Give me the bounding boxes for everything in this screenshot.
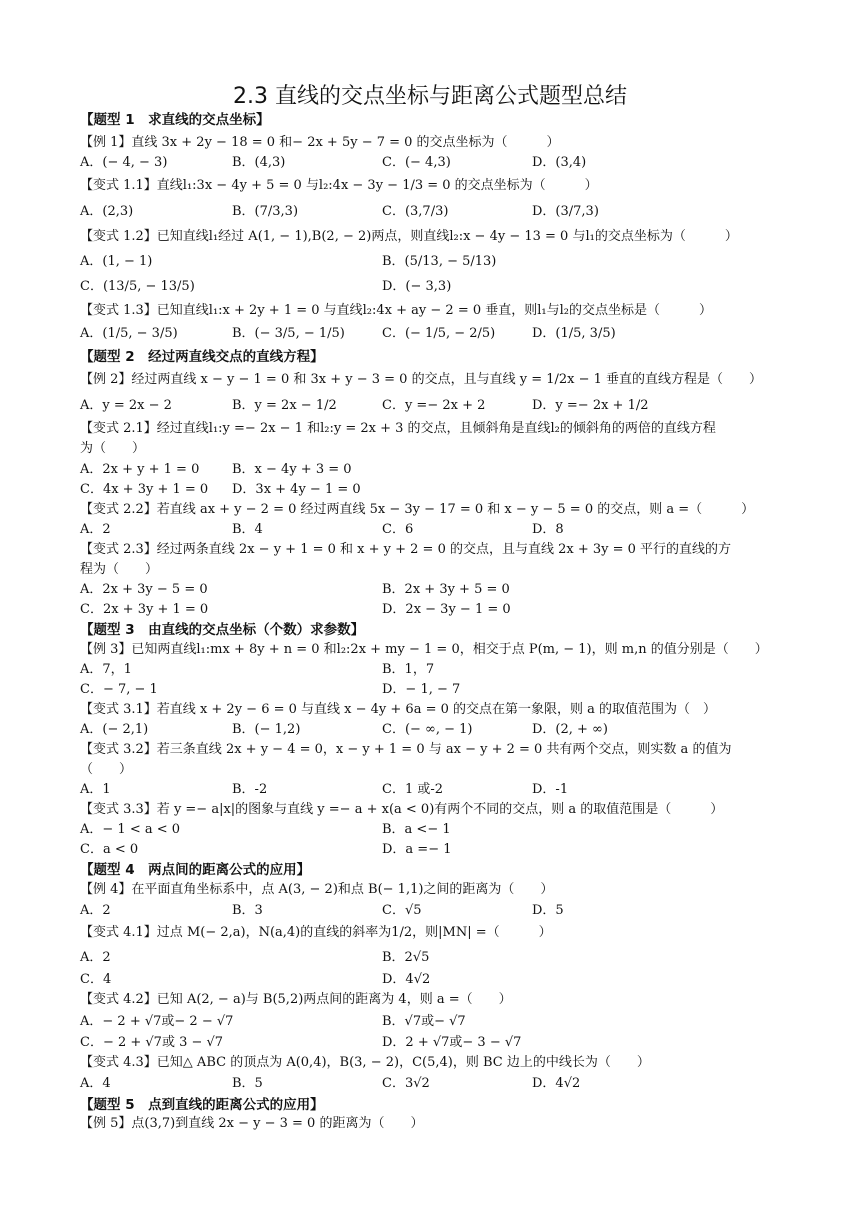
option-a: A．(1, − 1) xyxy=(80,254,153,269)
option-b: B．5 xyxy=(232,1076,263,1091)
option-d: D．4√2 xyxy=(382,972,431,987)
option-c: C．2x + 3y + 1 = 0 xyxy=(80,602,209,617)
option-d: D．2 + √7或− 3 − √7 xyxy=(382,1035,522,1050)
option-c: C．6 xyxy=(382,522,414,537)
option-a: A．7，1 xyxy=(80,662,132,677)
option-b: B．1，7 xyxy=(382,662,435,677)
section-heading-2: 【题型 2 经过两直线交点的直线方程】 xyxy=(80,349,324,365)
option-a: A．2 xyxy=(80,903,111,918)
option-b: B．√7或− √7 xyxy=(382,1014,466,1029)
option-a: A．(− 4, − 3) xyxy=(80,155,168,170)
variant-2-3: 【变式 2.3】经过两条直线 2x − y + 1 = 0 和 x + y + 2 = 0 的交点，且与直线 2x + 3y = 0 平行的直线的方 xyxy=(80,542,732,557)
option-a: A．y = 2x − 2 xyxy=(80,398,172,413)
option-c: C．1 或-2 xyxy=(382,782,444,797)
option-d: D．a =− 1 xyxy=(382,842,452,857)
example-3: 【例 3】已知两直线l₁:mx + 8y + n = 0 和l₂:2x + my − 1 = 0，相交于点 P(m, − 1)，则 m,n 的值分别是（ ） xyxy=(80,642,768,657)
option-b: B．(− 1,2) xyxy=(232,722,301,737)
option-a: A．(− 2,1) xyxy=(80,722,149,737)
option-c: C．(− 1/5, − 2/5) xyxy=(382,326,496,341)
variant-3-2-cont: （ ） xyxy=(80,762,133,777)
variant-2-1-cont: 为（ ） xyxy=(80,441,146,456)
option-a: A．− 1 < a < 0 xyxy=(80,822,181,837)
option-b: B．(4,3) xyxy=(232,155,286,170)
option-a: A．2x + y + 1 = 0 xyxy=(80,462,200,477)
variant-4-2: 【变式 4.2】已知 A(2, − a)与 B(5,2)两点间的距离为 4，则 a =（ ） xyxy=(80,992,512,1007)
option-d: D．2x − 3y − 1 = 0 xyxy=(382,602,511,617)
option-b: B．a <− 1 xyxy=(382,822,451,837)
page-title: 2.3 直线的交点坐标与距离公式题型总结 xyxy=(233,84,627,109)
option-d: D．(3/7,3) xyxy=(532,204,599,219)
variant-3-1: 【变式 3.1】若直线 x + 2y − 6 = 0 与直线 x − 4y + 6a = 0 的交点在第一象限，则 a 的取值范围为（ ） xyxy=(80,702,717,717)
option-c: C．y =− 2x + 2 xyxy=(382,398,486,413)
variant-3-3: 【变式 3.3】若 y =− a|x|的图象与直线 y =− a + x(a < 0)有两个不同的交点，则 a 的取值范围是（ ） xyxy=(80,802,724,817)
option-c: C．(− ∞, − 1) xyxy=(382,722,473,737)
option-d: D．(1/5, 3/5) xyxy=(532,326,616,341)
variant-4-3: 【变式 4.3】已知△ ABC 的顶点为 A(0,4)，B(3, − 2)，C(5,4)，则 BC 边上的中线长为（ ） xyxy=(80,1055,650,1070)
option-b: B．3 xyxy=(232,903,263,918)
section-heading-5: 【题型 5 点到直线的距离公式的应用】 xyxy=(80,1097,324,1113)
option-d: D．8 xyxy=(532,522,564,537)
option-a: A．4 xyxy=(80,1076,111,1091)
option-d: D．(3,4) xyxy=(532,155,587,170)
section-heading-1: 【题型 1 求直线的交点坐标】 xyxy=(80,112,270,128)
variant-3-2: 【变式 3.2】若三条直线 2x + y − 4 = 0，x − y + 1 = 0 与 ax − y + 2 = 0 共有两个交点，则实数 a 的值为 xyxy=(80,742,732,757)
option-b: B．y = 2x − 1/2 xyxy=(232,398,337,413)
option-c: C．√5 xyxy=(382,903,422,918)
variant-1-3: 【变式 1.3】已知直线l₁:x + 2y + 1 = 0 与直线l₂:4x + ay − 2 = 0 垂直，则l₁与l₂的交点坐标是（ ） xyxy=(80,303,712,318)
option-c: C．(− 4,3) xyxy=(382,155,451,170)
option-a: A．2 xyxy=(80,950,111,965)
section-heading-3: 【题型 3 由直线的交点坐标（个数）求参数】 xyxy=(80,622,365,638)
variant-1-2: 【变式 1.2】已知直线l₁经过 A(1, − 1),B(2, − 2)两点，则直线l₂:x − 4y − 13 = 0 与l₁的交点坐标为（ ） xyxy=(80,229,738,244)
section-heading-4: 【题型 4 两点间的距离公式的应用】 xyxy=(80,862,311,878)
option-d: D．-1 xyxy=(532,782,569,797)
variant-2-1: 【变式 2.1】经过直线l₁:y =− 2x − 1 和l₂:y = 2x + 3 的交点，且倾斜角是直线l₂的倾斜角的两倍的直线方程 xyxy=(80,421,716,436)
example-4: 【例 4】在平面直角坐标系中，点 A(3, − 2)和点 B(− 1,1)之间的距离为（ ） xyxy=(80,882,554,897)
option-c: C．a < 0 xyxy=(80,842,139,857)
option-b: B．x − 4y + 3 = 0 xyxy=(232,462,352,477)
option-c: C．(3,7/3) xyxy=(382,204,449,219)
variant-2-2: 【变式 2.2】若直线 ax + y − 2 = 0 经过两直线 5x − 3y − 17 = 0 和 x − y − 5 = 0 的交点，则 a =（ ） xyxy=(80,502,755,517)
option-d: D．5 xyxy=(532,903,564,918)
option-a: A．2x + 3y − 5 = 0 xyxy=(80,582,208,597)
option-d: D．y =− 2x + 1/2 xyxy=(532,398,649,413)
option-b: B．(7/3,3) xyxy=(232,204,299,219)
option-c: C．(13/5, − 13/5) xyxy=(80,279,195,294)
option-d: D．− 1, − 7 xyxy=(382,682,461,697)
option-b: B．2x + 3y + 5 = 0 xyxy=(382,582,510,597)
option-a: A．(1/5, − 3/5) xyxy=(80,326,178,341)
option-c: C．− 2 + √7或 3 − √7 xyxy=(80,1035,224,1050)
option-a: A．− 2 + √7或− 2 − √7 xyxy=(80,1014,234,1029)
option-b: B．(5/13, − 5/13) xyxy=(382,254,497,269)
option-a: A．1 xyxy=(80,782,111,797)
option-d: D．3x + 4y − 1 = 0 xyxy=(232,482,361,497)
variant-4-1: 【变式 4.1】过点 M(− 2,a)，N(a,4)的直线的斜率为1/2，则|MN| =（ ） xyxy=(80,925,552,940)
example-5: 【例 5】点(3,7)到直线 2x − y − 3 = 0 的距离为（ ） xyxy=(80,1116,424,1131)
option-d: D．4√2 xyxy=(532,1076,581,1091)
option-b: B．(− 3/5, − 1/5) xyxy=(232,326,345,341)
option-b: B．2√5 xyxy=(382,950,430,965)
option-c: C．4x + 3y + 1 = 0 xyxy=(80,482,209,497)
option-a: A．2 xyxy=(80,522,111,537)
option-c: C．− 7, − 1 xyxy=(80,682,158,697)
option-b: B．-2 xyxy=(232,782,268,797)
option-b: B．4 xyxy=(232,522,263,537)
example-2: 【例 2】经过两直线 x − y − 1 = 0 和 3x + y − 3 = 0 的交点，且与直线 y = 1/2x − 1 垂直的直线方程是（ ） xyxy=(80,372,763,387)
option-a: A．(2,3) xyxy=(80,204,134,219)
option-c: C．4 xyxy=(80,972,112,987)
option-d: D．(− 3,3) xyxy=(382,279,452,294)
example-1: 【例 1】直线 3x + 2y − 18 = 0 和− 2x + 5y − 7 = 0 的交点坐标为（ ） xyxy=(80,135,560,150)
variant-2-3-cont: 程为（ ） xyxy=(80,562,159,577)
option-d: D．(2, + ∞) xyxy=(532,722,608,737)
option-c: C．3√2 xyxy=(382,1076,430,1091)
variant-1-1: 【变式 1.1】直线l₁:3x − 4y + 5 = 0 与l₂:4x − 3y − 1/3 = 0 的交点坐标为（ ） xyxy=(80,178,598,193)
